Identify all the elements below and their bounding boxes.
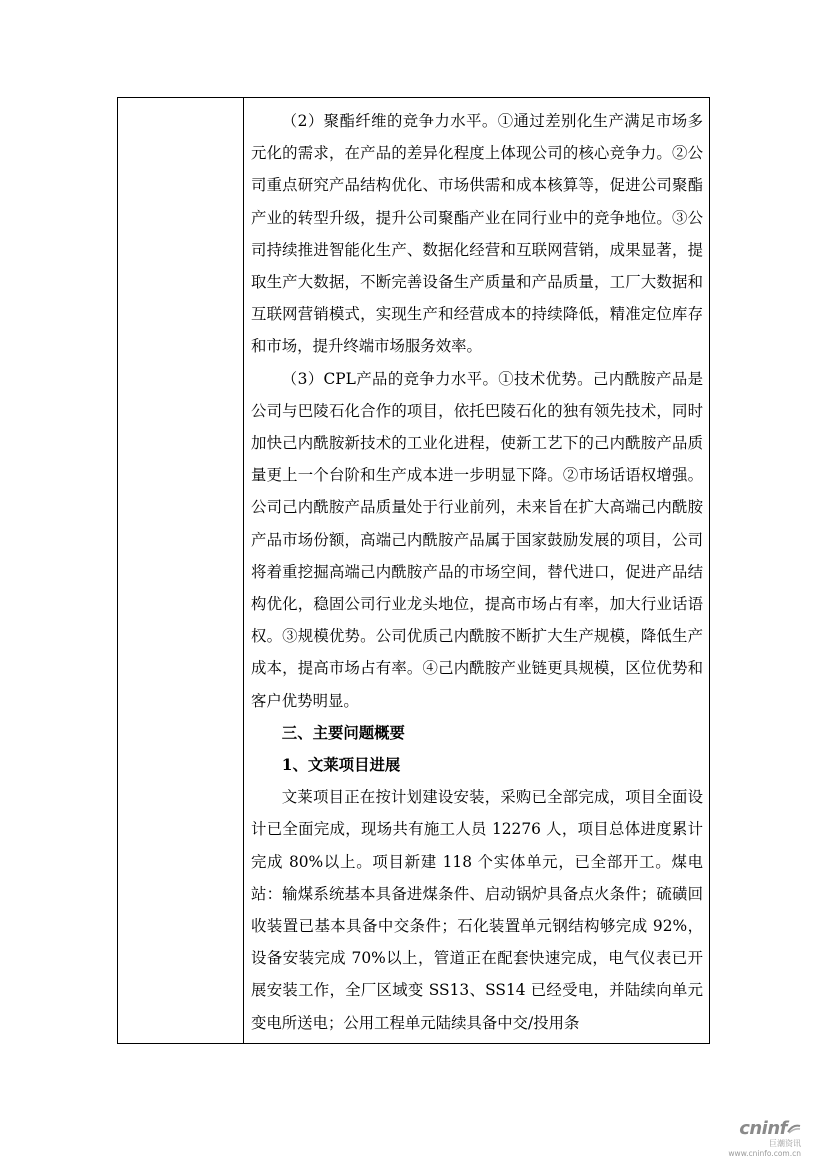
paragraph-cpl: （3）CPL产品的竞争力水平。①技术优势。己内酰胺产品是公司与巴陵石化合作的项目，依托巴陵石化的独有领先技术，同时加快己内酰胺新技术的工业化进程，使新工艺下的己内酰胺产品质量更上一个台阶和生产成本进一步明显下降。②市场话语权增强。公司己内酰胺产品质量处于行业前列，未来旨在扩大高端己内酰胺产品市场份额，高端己内酰胺产品属于国家鼓励发展的项目，公司将着重挖掘高端己内酰胺产品的市场空间，替代进口，促进产品结构优化，稳固公司行业龙头地位，提高市场占有率，加大行业话语权。③规模优势。公司优质己内酰胺不断扩大生产规模，降低生产成本，提高市场占有率。④己内酰胺产业链更具规模，区位优势和客户优势明显。 xyxy=(251,369,703,710)
cninf-logo xyxy=(728,1118,801,1158)
logo-brand: cninf xyxy=(739,1118,787,1139)
subsection-heading-brunei-project: 1、文莱项目进展 xyxy=(281,756,401,775)
paragraph-brunei-progress: 文莱项目正在按计划建设安装，采购已全部完成，项目全面设计已全面完成，现场共有施工人员 12276 人，项目总体进度累计完成 80%以上。项目新建 118 个实体单元，已全部开工。煤电站：输煤系统基本具备进煤条件、启动锅炉具备点火条件；硫磺回收装置已基本具备中交条件；石化装置单元钢结构够完成 92%，设备安装完成 70%以上，管道正在配套快速完成，电气仪表已开展安装工作，全厂区域变 SS13、SS14 已经受电，并陆续向单元变电所送电；公用工程单元陆续具备中交/投用条 xyxy=(251,788,703,1032)
content-table xyxy=(117,97,710,1044)
section-heading-main-issues: 三、主要问题概要 xyxy=(281,723,405,742)
logo-subtitle: 巨潮资讯 xyxy=(769,1139,801,1148)
paragraph-polyester: （2）聚酯纤维的竞争力水平。①通过差别化生产满足市场多元化的需求，在产品的差异化程度上体现公司的核心竞争力。②公司重点研究产品结构优化、市场供需和成本核算等，促进公司聚酯产业的转型升级，提升公司聚酯产业在同行业中的竞争地位。③公司持续推进智能化生产、数据化经营和互联网营销，成果显著，提取生产大数据，不断完善设备生产质量和产品质量，工厂大数据和互联网营销模式，实现生产和经营成本的持续降低，精准定位库存和市场，提升终端市场服务效率。 xyxy=(251,112,703,356)
column-divider xyxy=(243,98,244,1043)
cninf-swoosh-icon xyxy=(787,1124,801,1134)
content-cell xyxy=(251,105,703,1039)
logo-url: www.cninfo.com.cn xyxy=(728,1149,801,1158)
